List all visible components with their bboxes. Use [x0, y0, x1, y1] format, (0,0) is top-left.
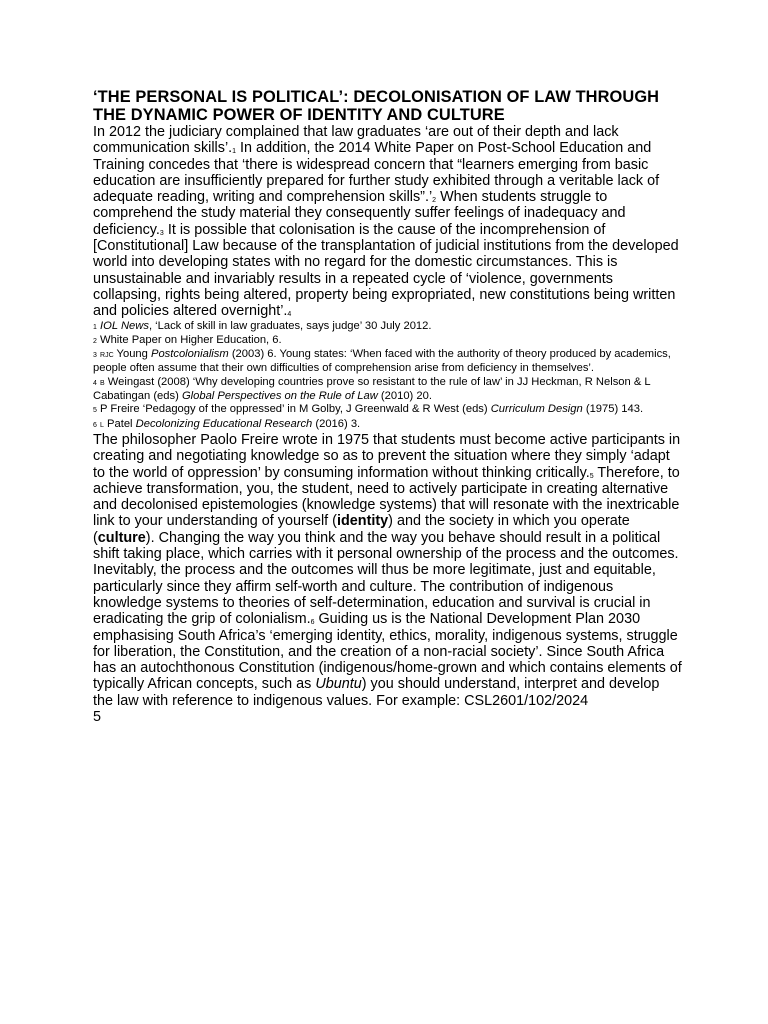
footnote-number: 1	[93, 323, 97, 331]
page-title: ‘THE PERSONAL IS POLITICAL’: DECOLONISATION OF LAW THROUGH THE DYNAMIC POWER OF IDENTITY AND CULTURE	[93, 88, 660, 124]
footnote-number: 5	[93, 407, 97, 415]
footnote-5	[93, 403, 683, 417]
main-sentence-1: The philosopher Paolo Freire wrote in 1975 that students must become active participants in creating and negotiating knowledge so as to prevent the situation where they simply ‘adapt to the world of oppression’ by consuming information without thinking critically.	[93, 431, 681, 481]
page-number: 5	[93, 708, 102, 725]
footnote-text: (1975) 143.	[582, 403, 644, 416]
footnote-3	[93, 348, 683, 376]
intro-sentence-4: It is possible that colonisation is the cause of the incomprehension of [Constitutional] Law because of the transplantation of judicial institutions from the developed world into developing states with no regard for the domestic circumstances. This is unsustainable and invariably results in a repeated cycle of ‘violence, governments collapsing, rights being altered, property being expropriated, new constitutions being written and policies altered overnight’.	[93, 221, 679, 320]
footnote-author-initials: RJC	[100, 352, 114, 360]
footnote-text-pre: P Freire ‘Pedagogy of the oppressed’ in M Golby, J Greenwald & R West (eds)	[96, 403, 491, 416]
footnote-ref-2[interactable]: 2	[432, 197, 437, 205]
footnote-6	[93, 418, 683, 432]
footnote-text-pre: Weingast (2008) ‘Why developing countries prove so resistant to the rule of law’ in JJ Heckman, R Nelson & L Cabatingan (eds)	[93, 375, 651, 403]
footnote-number: 4	[93, 379, 97, 387]
footnote-text: (2016) 3.	[312, 417, 361, 430]
culture-term: culture	[97, 529, 146, 546]
footnote-ref-5[interactable]: 5	[589, 472, 594, 480]
footnote-text: , ‘Lack of skill in law graduates, says judge’ 30 July 2012.	[148, 319, 432, 332]
footnote-text-pre: Patel	[103, 417, 136, 430]
footnote-text: White Paper on Higher Education, 6.	[96, 333, 282, 346]
footnote-number: 2	[93, 337, 97, 345]
footnote-author-initials: B	[100, 379, 105, 387]
footnote-1	[93, 320, 683, 334]
main-sentence-4: ). Changing the way you think and the way you behave should result in a political shift taking place, which carries with it personal ownership of the process and the outcomes. Inevitably, the process and the outcomes will thus be more legitimate, just and equitable, particularly since they affirm self-worth and culture. The contribution of indigenous knowledge systems to theories of self-determination, education and survival is crucial in eradicating the grip of colonialism.	[93, 529, 679, 628]
footnote-ref-1[interactable]: 1	[232, 148, 237, 156]
footnote-2	[93, 334, 683, 348]
footnote-ref-6[interactable]: 6	[310, 619, 315, 627]
main-sentence-2: Therefore, to achieve transformation, you, the student, need to actively participate in creating alternative and decolonised epistemologies (knowledge systems) that will resonate with the inextricable link to your understanding of yourself (	[93, 464, 680, 530]
footnote-author-initials: L	[100, 421, 104, 429]
footnote-4	[93, 376, 683, 404]
footnote-number: 6	[93, 421, 97, 429]
main-sentence-5: Guiding us is the National Development Plan 2030 emphasising South Africa’s ‘emerging identity, ethics, morality, indigenous systems, struggle for liberation, the Constitution, and the creation of a non-racial society’. Since South Africa has an autochthonous Constitution (indigenous/home-grown and which contains elements of typically African concepts, such as	[93, 611, 682, 693]
main-paragraph	[93, 432, 683, 709]
identity-term: identity	[336, 513, 389, 530]
footnote-source-title: Postcolonialism	[150, 348, 229, 361]
main-sentence-6: ) you should understand, interpret and develop the law with reference to indigenous values. For example: CSL2601/102/2024	[93, 676, 660, 709]
footnote-source-title: Global Perspectives on the Rule of Law	[181, 390, 378, 403]
footnote-text: (2010) 20.	[377, 390, 432, 403]
footnote-source-title: Decolonizing Educational Research	[135, 417, 313, 430]
footnote-ref-3[interactable]: 3	[159, 229, 164, 237]
intro-sentence-1: In 2012 the judiciary complained that law graduates ‘are out of their depth and lack communication skills’.	[93, 124, 619, 157]
intro-sentence-3: When students struggle to comprehend the study material they consequently suffer feelings of inadequacy and deficiency.	[93, 189, 626, 238]
footnote-source-title: IOL News	[100, 319, 149, 332]
intro-sentence-2: In addition, the 2014 White Paper on Post-School Education and Training concedes that ‘there is widespread concern that “learners emerging from basic education are insufficiently prepared for further study exhibited through a veritable lack of adequate reading, writing and comprehension skills”.’	[93, 140, 660, 206]
intro-paragraph	[93, 124, 683, 320]
page-content	[93, 88, 683, 725]
footnote-source-title: Curriculum Design	[490, 403, 583, 416]
footnote-text: (2003) 6. Young states: ‘When faced with the authority of theory produced by academics, people often assume that their own difficulties of comprehension arise from deficiency in themselves’.	[93, 348, 671, 375]
footnotes	[93, 320, 683, 432]
main-sentence-3: ) and the society in which you operate (	[93, 513, 630, 546]
footnote-ref-4[interactable]: 4	[287, 311, 292, 319]
footnote-number: 3	[93, 352, 97, 360]
footnote-text-pre: Young	[113, 348, 151, 361]
ubuntu-term: Ubuntu	[315, 676, 362, 693]
